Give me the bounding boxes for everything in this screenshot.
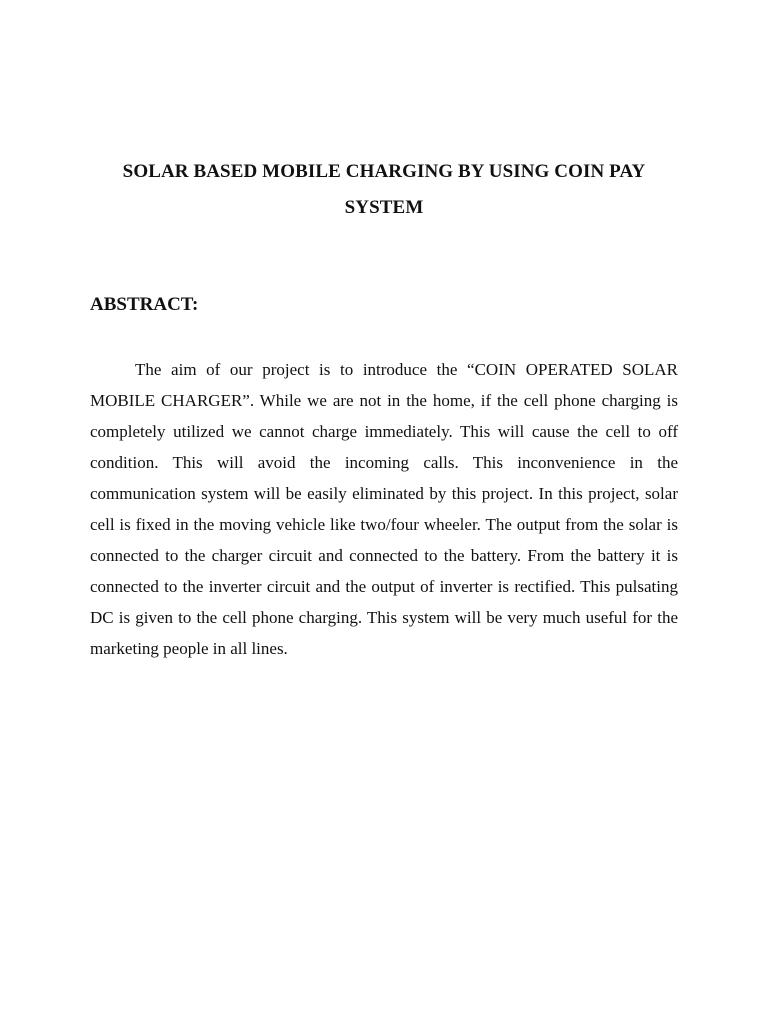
abstract-paragraph: The aim of our project is to introduce the “COIN OPERATED SOLAR MOBILE CHARGER”. While we are not in the home, if the cell phone charging is completely utilized we cannot charge immediately. This will cause the cell to off condition. This will avoid the incoming calls. This inconvenience in the communication system will be easily eliminated by this project. In this project, solar cell is fixed in the moving vehicle like two/four wheeler. The output from the solar is connected to the charger circuit and connected to the battery. From the battery it is connected to the inverter circuit and the output of inverter is rectified. This pulsating DC is given to the cell phone charging. This system will be very much useful for the marketing people in all lines.	[90, 360, 678, 658]
title-line-1: SOLAR BASED MOBILE CHARGING BY USING COIN PAY	[122, 161, 646, 182]
document-title	[90, 154, 678, 226]
title-line-2: SYSTEM	[344, 197, 424, 218]
abstract-heading: ABSTRACT:	[90, 294, 199, 315]
